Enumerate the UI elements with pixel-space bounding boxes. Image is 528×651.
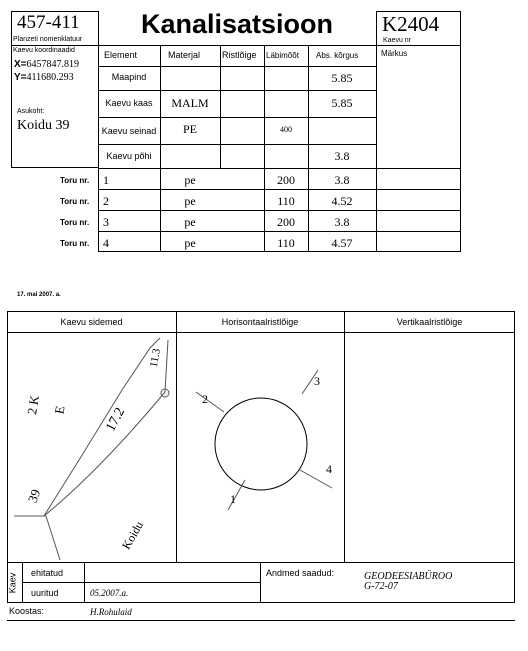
pipe-material: pe [184,194,196,208]
panel-right-title: Vertikaalristlõige [396,317,463,327]
note-left-a: 2 K [24,394,43,416]
pipe-label: Toru nr. [60,197,90,206]
pipe-material: pe [184,236,196,250]
note-diagonal: 17.2 [103,405,129,435]
header-remarks: Märkus [381,49,408,58]
location-value: Koidu 39 [17,118,70,133]
nomenclature-caption: Planzeti nomenklatuur [13,36,83,43]
pipe-number: 3 [103,215,109,229]
note-corner-bottom: 39 [24,487,44,505]
pipe-abs-height: 3.8 [334,215,350,229]
compiler-line [7,620,515,621]
row-material: MALM [171,96,209,110]
compiler-value: H.Rohulaid [90,607,132,617]
note-pipe-2: 2 [202,392,208,406]
row-element-label: Kaevu põhi [106,151,152,161]
pipe-abs-height: 4.52 [331,194,353,208]
panel-mid-title: Horisontaalristlõige [221,317,299,327]
pipe-number: 2 [103,194,109,208]
row-material: PE [182,122,197,136]
data-source-label: Andmed saadud: [266,568,335,578]
header-element: Element [104,50,138,60]
pipe-abs-height: 4.57 [331,236,353,250]
tie-line-diagonal [44,338,160,516]
footer-divider [22,582,260,583]
pipe-material: pe [184,215,196,229]
panel-left-title: Kaevu sidemed [60,317,123,327]
pipe-diameter: 200 [277,173,295,187]
street-line [46,516,60,560]
well-number-caption: Kaevu nr [383,37,412,44]
print-date: 17. mai 2007. a. [17,292,61,298]
footer-vertical-label: Kaev [7,572,18,594]
coordinate-x-label: X= [14,59,27,70]
coordinate-x-value: 6457847.819 [26,59,80,70]
pipe-number: 1 [103,173,109,187]
pipe-diameter: 110 [277,194,295,208]
note-corner-top: 11.3 [147,347,163,369]
row-abs-height: 5.85 [331,96,353,110]
data-source-code: G-72-07 [364,581,398,592]
note-pipe-4: 4 [326,462,332,476]
pipe-label: Toru nr. [60,176,90,185]
compiler-label: Koostas: [9,606,45,616]
pipe-label: Toru nr. [60,239,90,248]
coordinate-y-value: 411680.293 [26,72,74,83]
row-element-label: Kaevu kaas [105,98,153,108]
note-left-b: E [51,404,68,416]
header-diameter: Läbimõõt [266,51,299,60]
note-street: Koidu [119,518,147,552]
header-cross-section: Ristlõige [222,50,257,60]
data-source-org: GEODEESIABÜROO [364,571,453,582]
coordinates-caption: Kaevu koordinaadid [13,47,75,54]
pipe-material: pe [184,173,196,187]
pipe-diameter: 200 [277,215,295,229]
note-pipe-3: 3 [314,374,320,388]
header-material: Materjal [168,50,201,60]
pipe-label: Toru nr. [60,218,90,227]
built-label: ehitatud [31,568,64,578]
surveyed-value: 05.2007.a. [90,588,129,598]
nomenclature-number: 457-411 [17,12,80,33]
footer-divider [260,562,261,603]
row-abs-height: 5.85 [331,71,353,85]
surveyed-label: uuritud [31,588,59,598]
note-pipe-1: 1 [230,492,236,506]
coordinate-y-label: Y= [14,72,27,83]
row-diameter: 400 [280,125,292,134]
well-circle [215,398,307,490]
pipe-abs-height: 3.8 [334,173,350,187]
well-number: K2404 [382,12,440,36]
tie-line-right [165,340,168,392]
pipe-diameter: 110 [277,236,295,250]
pipe-2-line [196,392,224,412]
row-element-label: Kaevu seinad [101,126,157,136]
pipe-number: 4 [103,236,109,250]
row-abs-height: 3.8 [334,149,350,163]
page-title: Kanalisatsioon [140,9,334,39]
header-abs-height: Abs. kõrgus [316,51,359,60]
row-element-label: Maapind [111,72,147,82]
location-caption: Asukoht: [17,108,45,115]
